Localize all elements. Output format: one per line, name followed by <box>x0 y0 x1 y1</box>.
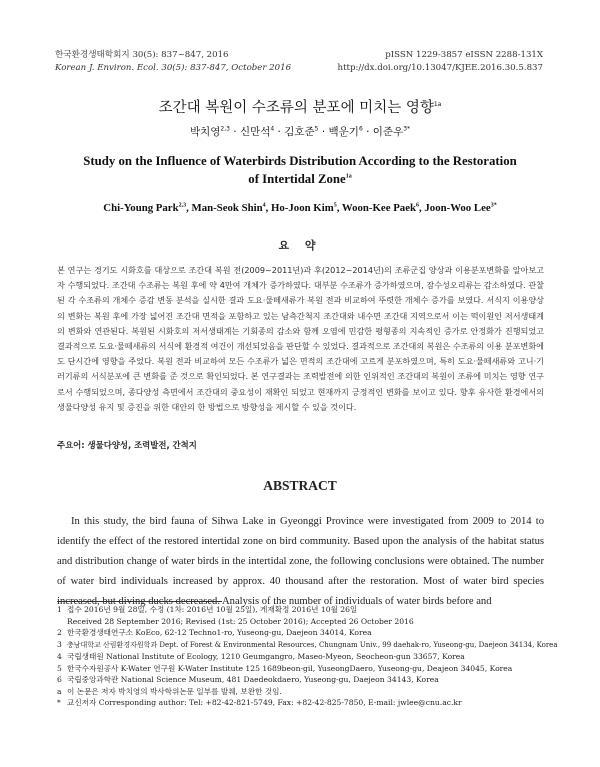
journal-citation <box>55 49 291 75</box>
summary-ko-body: 본 연구는 경기도 시화호를 대상으로 조간대 복원 전(2009~2011년)과 후(2012~2014년)의 조류군집 양상과 이용분포변화를 알아보고자 수행되었다. 조간대 수조류는 복원 후에 약 4만여 개체가 증가하였다. 대부분 수조류가 증가하였으며, 잠수성오리류는 감소하였다. 관찰된 각 수조류의 개체수 증감 변동 분석을 실시한 결과 도요·물떼새류가 복원 전과 비교하여 뚜렷한 개체수 증가를 보였다. 서식지 이용양상의 변화는 복원 후에 가장 넓어진 조간대 면적을 포함하고 있는 남측간척지 조간대와 내수면 조간대 지역으로서 이는 떡이원인 저서생태계의 변화와 연관된다. 복원된 시화호의 저서생태계는 기회종의 감소와 함께 오염에 민감한 평형종의 지속적인 증가로 안정화가 진행되었고 결과적으로 도요·물떼새류의 서식에 환경적 여건이 개선되었음을 판단할 수 있었다. 결과적으로 조간대의 복원은 수조류의 이용 분포변화에도 단시간에 영향을 주었다. 복원 전과 비교하여 모든 수조류가 넓은 면적의 조간대에 고르게 분포하였으며, 특히 도요·물떼새류와 고니·기러기류의 서식분포에 큰 변화를 준 것으로 확인되었다. 본 연구결과는 조력발전에 의한 인위적인 조간대의 복원이 조류에 미치는 영향 연구로서 수행되었으며, 종다양성 측면에서 조간대의 중요성이 재확인 되었고 현재까지 긍정적인 변화를 보이고 있다. 향후 유사한 환경에서의 생물다양성 유지 및 증진을 위한 대안의 한 방법으로 방향성을 제시할 수 있을 것이다. <box>57 265 544 412</box>
footnote-item: 3 충남대학교 산림환경자원학과 Dept. of Forest & Environmental Resources, Chungnam Univ., 99 daehak-ro, Yuseong-gu, Daejeon 34134, Korea <box>57 639 558 649</box>
footnote-item: 5 한국수자원공사 K-Water 연구원 K-Water Institute 125 1689beon-gil, YuseongDaero, Yuseong-gu, Deajeon 34045, Korea <box>57 663 513 673</box>
title-ko-text: 조간대 복원이 수조류의 분포에 미치는 영향 <box>158 100 434 116</box>
author-ko: 박치영$^{2,3}$ <box>189 125 230 138</box>
author-ko: 김호준$^5$ <box>284 125 319 138</box>
issn: pISSN 1229-3857 eISSN 2288-131X <box>385 50 543 60</box>
author-en: Ho-Joon Kim$^5$ <box>271 202 337 214</box>
footnote-item: Received 28 September 2016; Revised (1st: 25 October 2016); Accepted 26 October 2016 <box>67 616 414 626</box>
title-ko <box>0 96 600 117</box>
author-ko: 신만석$^4$ <box>239 125 275 138</box>
author-ko: 이준우$^{3*}$ <box>372 125 411 138</box>
footnote-item: * 교신저자 Corresponding author: Tel: +82-42-821-5749, Fax: +82-42-825-7850, E-mail: jwlee@cnu.ac.kr <box>57 698 462 707</box>
footnote-item: 2 한국환경생태연구소 KoEco, 62-12 Techno1-ro, Yuseong-gu, Daejeon 34014, Korea <box>57 628 372 637</box>
title-en <box>60 152 540 188</box>
issn-doi-block <box>338 49 543 75</box>
doi-link[interactable]: http://dx.doi.org/10.13047/KJEE.2016.30.5.837 <box>337 63 543 73</box>
footnotes <box>57 604 558 709</box>
abstract-en-body: In this study, the bird fauna of Sihwa Lake in Gyeonggi Province were investigated from 2009 to 2014 to identify the effect of the restored intertidal zone on bird community. Based upon the analysis of the habitat status and distribution change of water birds in the intertidal zone, the following conclusions were obtained. The number of water bird individuals increased by approx. 40 thousand after the restoration. Most of water bird species increased, but diving ducks decreased. Analysis of the number of individuals of water birds before and <box>57 516 544 607</box>
title-en-line1: Study on the Influence of Waterbirds Distribution According to the Restoration <box>83 154 517 168</box>
journal-citation-ko: 한국환경생태학회지 30(5): 837~847, 2016 <box>55 50 229 60</box>
summary-heading: 요 약 <box>278 239 322 252</box>
footnote-item: 4 국립생태원 National Institute of Ecology, 1210 Geumgangro, Maseo-Myeon, Seocheon-gun 33657, Korea <box>57 652 465 661</box>
keywords: 주요어: 생물다양성, 조력발전, 간척지 <box>57 440 197 450</box>
footnote-item: a 이 논문은 저자 박치영의 박사학위논문 일부를 발췌, 보완한 것임. <box>57 686 282 696</box>
authors-en: Chi-Young Park$^{2,3}$, Man-Seok Shin$^4$, Ho-Joon Kim$^5$, Woon-Kee Paek$^6$, Joon-Woo Lee$^{3*}$ <box>103 202 497 214</box>
title-en-line2: of Intertidal Zone$^{1a}$ <box>248 172 352 186</box>
author-en: Woon-Kee Paek$^6$ <box>341 202 419 214</box>
footnote-item: 6 국립중앙과학관 National Science Museum, 481 Daedeokdaero, Yuseong-gu, Daejeon 34143, Korea <box>57 675 439 684</box>
abstract-heading: ABSTRACT <box>263 478 337 493</box>
author-en: Chi-Young Park$^{2,3}$ <box>103 202 187 214</box>
author-ko: 백운기$^6$ <box>328 125 363 138</box>
authors-ko: 박치영$^{2,3}$ · 신만석$^4$ · 김호준$^5$ · 백운기$^6$ · 이준우$^{3*}$ <box>189 125 411 138</box>
footnote-item: 1 접수 2016년 9월 28일, 수정 (1차: 2016년 10월 25일), 게재확정 2016년 10월 26일 <box>57 605 358 614</box>
title-ko-sup: 1a <box>433 101 442 109</box>
author-en: Man-Seok Shin$^4$ <box>191 202 266 214</box>
journal-citation-en: Korean J. Environ. Ecol. 30(5): 837-847, October 2016 <box>55 63 292 73</box>
footnote-divider <box>57 601 222 602</box>
author-en: Joon-Woo Lee$^{3*}$ <box>424 202 497 214</box>
